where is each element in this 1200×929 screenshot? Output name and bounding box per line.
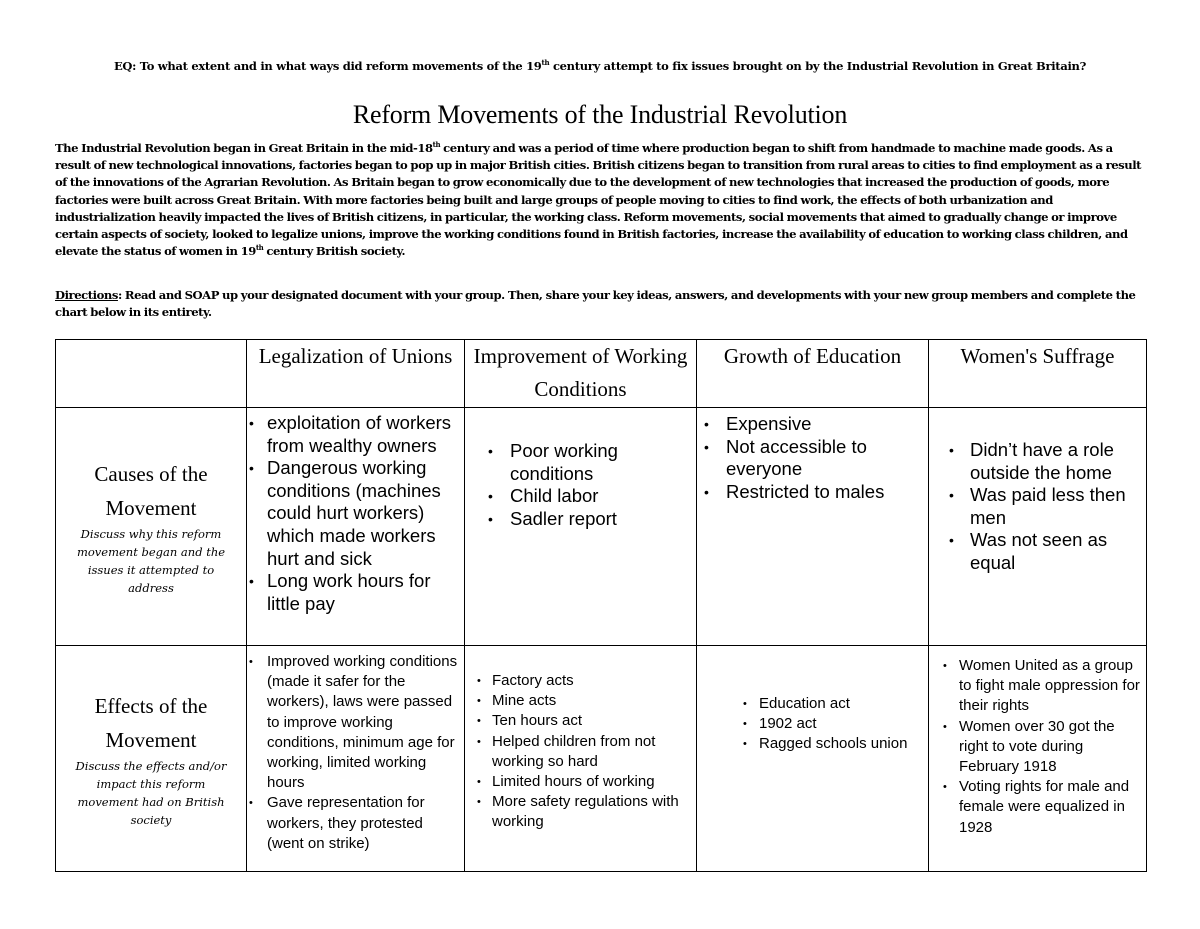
bullet-list xyxy=(929,646,1146,838)
row-subtitle: Discuss why this reform movement began and the issues it attempted to address xyxy=(76,526,226,595)
bullet-list xyxy=(465,408,696,530)
directions-colon: : xyxy=(117,288,122,302)
intro-text-2: century and was a period of time where production began to shift from handmade to machine made goods. As a result of new technological innovations, factories began to pop up in major British cities. British citizens began to transition from rural areas to cities to find employment as a result of the innovations of the Agrarian Revolution. As Britain began to grow economically due to the development of new technologies that increased the production of goods, more factories were built across Great Britain. With more factories being built and large groups of people moving to cities to find work, the effects of both urbanization and industrialization heavily impacted the lives of British citizens, in particular, the working class. Reform movements, social movements that aimed to gradually change or improve certain aspects of society, looked to legalize unions, improve the working conditions found in British factories, increase the availability of education to working class children, and elevate the status of women in 19 xyxy=(55,141,1142,259)
intro-text-3: century British society. xyxy=(263,244,406,259)
eq-text-2: century attempt to fix issues brought on by the Industrial Revolution in Great Britain? xyxy=(549,59,1087,73)
list-item: • Was not seen as equal xyxy=(970,529,1142,574)
intro-paragraph xyxy=(55,140,1150,260)
directions-label: Directions xyxy=(55,288,118,302)
bullet-list xyxy=(465,646,696,833)
list-item: • Not accessible to everyone xyxy=(726,436,924,481)
list-item: • Women United as a group to fight male oppression for their rights xyxy=(959,656,1142,717)
cell-causes-working-conditions[interactable] xyxy=(465,408,697,646)
column-header-education: Growth of Education xyxy=(697,340,929,408)
row-subtitle: Discuss the effects and/or impact this reform movement had on British society xyxy=(75,758,227,827)
list-item: • Poor working conditions xyxy=(510,440,692,485)
column-header-working-conditions: Improvement of Working Conditions xyxy=(465,340,697,408)
column-header-unions: Legalization of Unions xyxy=(247,340,465,408)
causes-row xyxy=(56,408,1147,646)
bullet-list xyxy=(697,408,928,503)
list-item: • exploitation of workers from wealthy owners xyxy=(267,412,460,457)
list-item: • Factory acts xyxy=(492,671,692,691)
cell-effects-unions[interactable] xyxy=(247,646,465,872)
header-row xyxy=(56,340,1147,408)
cell-effects-suffrage[interactable] xyxy=(929,646,1147,872)
bullet-list xyxy=(929,408,1146,575)
eq-text-1: EQ: To what extent and in what ways did reform movements of the 19 xyxy=(113,59,542,73)
page-title: Reform Movements of the Industrial Revolution xyxy=(352,100,848,129)
directions-paragraph xyxy=(55,287,1150,321)
bullet-list xyxy=(247,646,464,854)
list-item: • Mine acts xyxy=(492,691,692,711)
row-title: Causes of the Movement xyxy=(94,461,208,520)
bullet-list xyxy=(697,646,928,755)
list-item: • Limited hours of working xyxy=(492,772,692,792)
list-item: • 1902 act xyxy=(759,714,924,734)
list-item: • Sadler report xyxy=(510,508,692,531)
list-item: • More safety regulations with working xyxy=(492,792,692,832)
column-header-suffrage: Women's Suffrage xyxy=(929,340,1147,408)
list-item: • Child labor xyxy=(510,485,692,508)
list-item: • Education act xyxy=(759,694,924,714)
list-item: • Gave representation for workers, they protested (went on strike) xyxy=(267,793,460,854)
list-item: • Was paid less then men xyxy=(970,484,1142,529)
cell-effects-working-conditions[interactable] xyxy=(465,646,697,872)
list-item: • Expensive xyxy=(726,413,924,436)
causes-row-header xyxy=(56,408,247,646)
list-item: • Long work hours for little pay xyxy=(267,570,460,615)
intro-text-1: The Industrial Revolution began in Great Britain in the mid-18 xyxy=(55,141,433,155)
reform-chart xyxy=(55,339,1147,872)
effects-row xyxy=(56,646,1147,872)
bullet-list xyxy=(247,408,464,615)
corner-cell xyxy=(56,340,247,408)
effects-row-header xyxy=(56,646,247,872)
list-item: • Improved working conditions (made it safer for the workers), laws were passed to improve working conditions, minimum age for working, limited working hours xyxy=(267,652,460,793)
list-item: • Restricted to males xyxy=(726,481,924,504)
cell-causes-unions[interactable] xyxy=(247,408,465,646)
list-item: • Didn’t have a role outside the home xyxy=(970,439,1142,484)
row-title: Effects of the Movement xyxy=(94,693,208,752)
directions-text: Read and SOAP up your designated document with your group. Then, share your key ideas, answers, and developments with your new group members and complete the chart below in its entirety. xyxy=(55,288,1136,320)
list-item: • Ten hours act xyxy=(492,711,692,731)
eq-superscript: th xyxy=(541,58,550,68)
intro-superscript-2: th xyxy=(255,243,264,253)
cell-causes-suffrage[interactable] xyxy=(929,408,1147,646)
cell-causes-education[interactable] xyxy=(697,408,929,646)
list-item: • Voting rights for male and female were equalized in 1928 xyxy=(959,777,1142,838)
intro-superscript-1: th xyxy=(432,140,441,150)
list-item: • Ragged schools union xyxy=(759,734,924,754)
list-item: • Women over 30 got the right to vote during February 1918 xyxy=(959,717,1142,778)
essential-question xyxy=(0,59,1200,73)
list-item: • Dangerous working conditions (machines could hurt workers) which made workers hurt and sick xyxy=(267,457,460,570)
cell-effects-education[interactable] xyxy=(697,646,929,872)
list-item: • Helped children from not working so hard xyxy=(492,732,692,772)
